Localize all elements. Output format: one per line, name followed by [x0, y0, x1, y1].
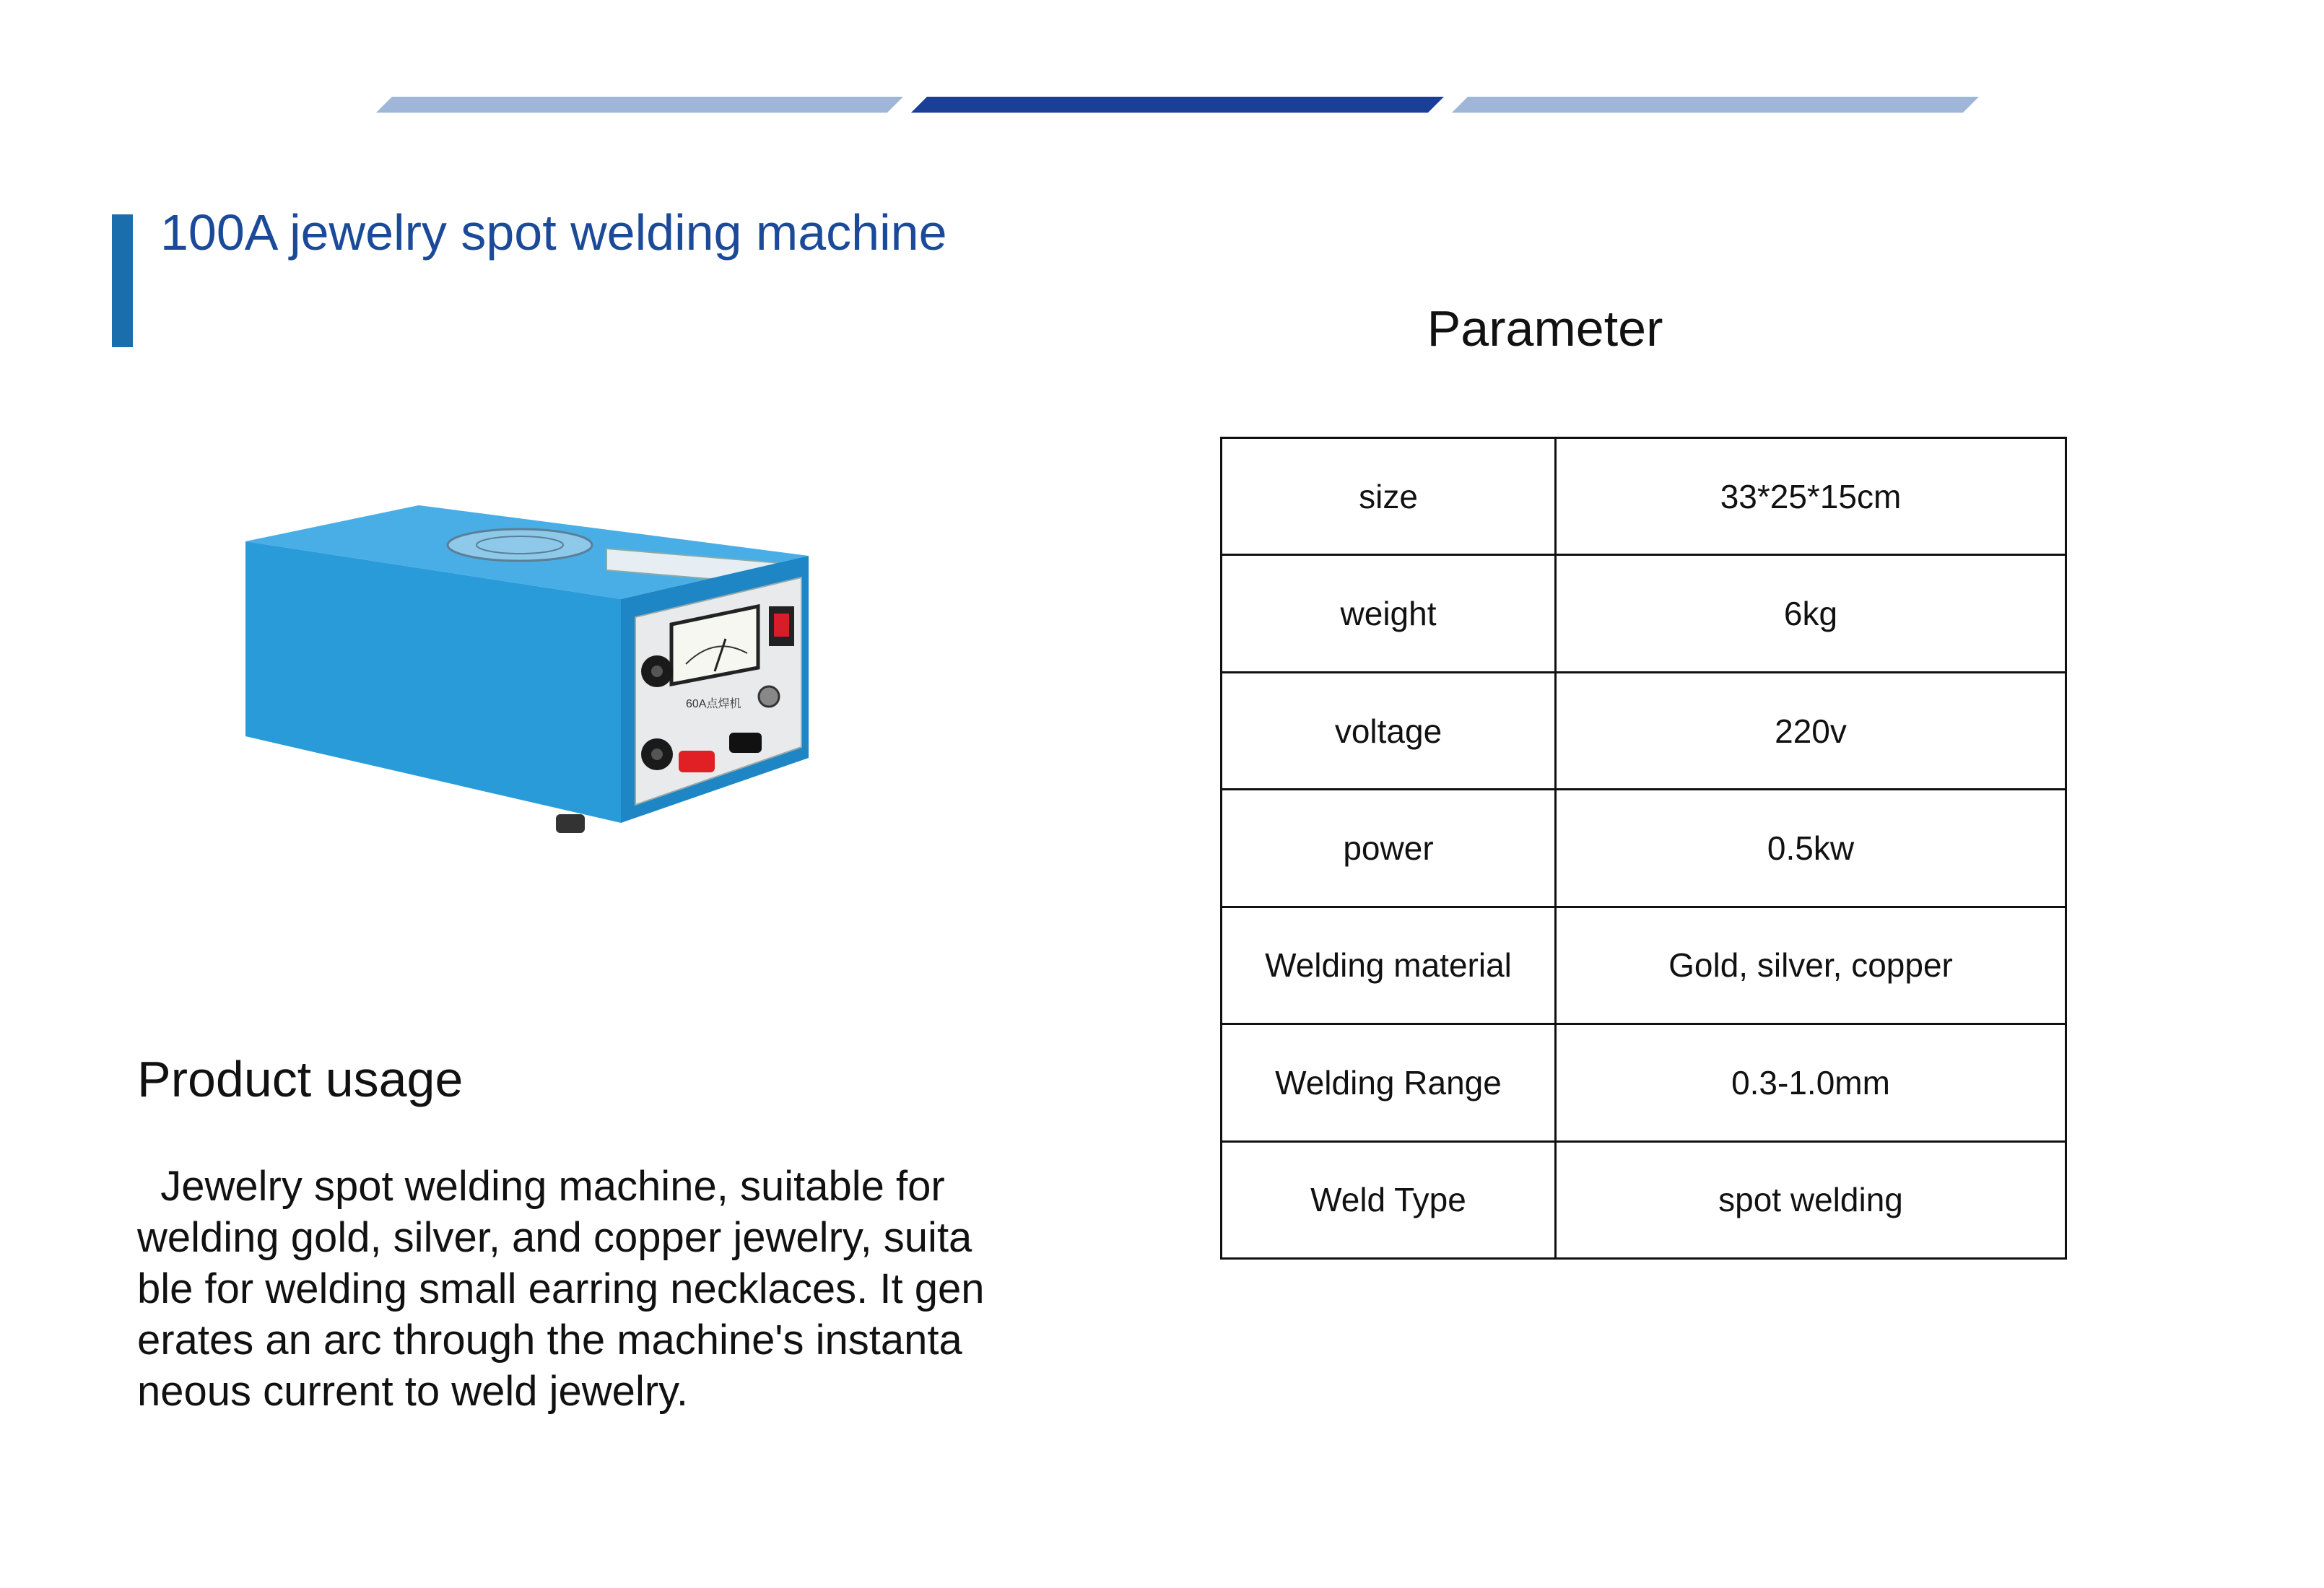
param-value: 220v — [1556, 672, 2066, 789]
red-electrode-icon — [679, 751, 715, 772]
param-value: spot welding — [1556, 1141, 2066, 1258]
header-decor-bar-right — [1452, 97, 1979, 113]
usage-line: erates an arc through the machine's instanta — [137, 1317, 962, 1364]
param-label: weight — [1222, 555, 1556, 672]
panel-label: 60A点焊机 — [686, 698, 741, 710]
title-accent-bar — [112, 214, 133, 347]
param-value: 0.5kw — [1556, 790, 2066, 907]
usage-line: neous current to weld jewelry. — [137, 1368, 688, 1415]
usage-heading: Product usage — [137, 1051, 464, 1107]
welding-machine-image — [180, 462, 830, 873]
machine-foot — [556, 814, 585, 833]
black-electrode-icon — [729, 733, 762, 753]
header-decor-bar-left — [376, 97, 903, 113]
table-row — [1222, 790, 2066, 907]
param-label: power — [1222, 790, 1556, 907]
param-label: Welding material — [1222, 907, 1556, 1024]
param-value: Gold, silver, copper — [1556, 907, 2066, 1024]
param-value: 6kg — [1556, 555, 2066, 672]
usage-line: ble for welding small earring necklaces. It gen — [137, 1265, 985, 1312]
fan-grill-icon — [448, 529, 592, 561]
table-row — [1222, 907, 2066, 1024]
table-row — [1222, 438, 2066, 555]
usage-line: welding gold, silver, and copper jewelry, suita — [137, 1214, 972, 1261]
param-label: voltage — [1222, 672, 1556, 789]
usage-line: Jewelry spot welding machine, suitable for — [137, 1163, 945, 1210]
table-row — [1222, 672, 2066, 789]
header-decor-bar-center — [911, 97, 1444, 113]
param-value: 0.3-1.0mm — [1556, 1024, 2066, 1141]
parameter-table — [1220, 437, 2067, 1260]
usage-description — [137, 1161, 1004, 1417]
table-row — [1222, 1141, 2066, 1258]
param-value: 33*25*15cm — [1556, 438, 2066, 555]
page-title: 100A jewelry spot welding machine — [160, 204, 947, 261]
parameter-heading: Parameter — [1427, 300, 1663, 357]
param-label: Weld Type — [1222, 1141, 1556, 1258]
table-row — [1222, 1024, 2066, 1141]
param-label: Welding Range — [1222, 1024, 1556, 1141]
table-row — [1222, 555, 2066, 672]
terminal-icon — [759, 686, 779, 707]
param-label: size — [1222, 438, 1556, 555]
